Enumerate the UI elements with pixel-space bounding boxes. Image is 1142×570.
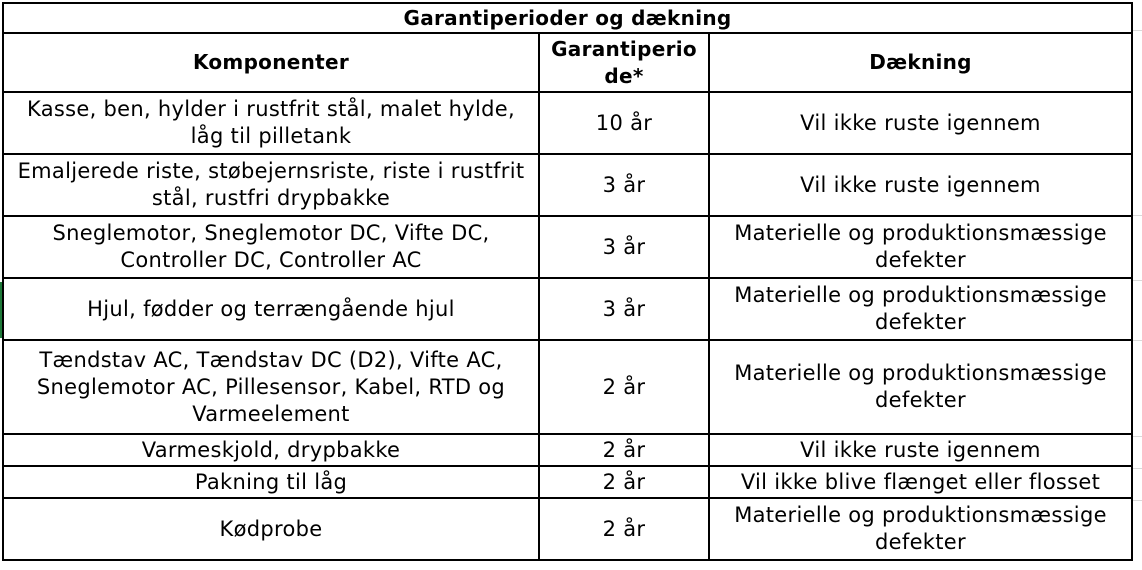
table-row [3,498,1132,560]
cell-period[interactable]: 3 år [539,278,709,340]
cell-period[interactable]: 2 år [539,340,709,434]
table-title[interactable]: Garantiperioder og dækning [3,3,1132,33]
cell-component[interactable]: Emaljerede riste, støbejernsriste, riste i rustfrit stål, rustfri drypbakke [3,154,539,216]
cell-coverage[interactable]: Vil ikke ruste igennem [709,434,1132,466]
cell-period[interactable]: 2 år [539,434,709,466]
cell-period[interactable]: 2 år [539,498,709,560]
table-row [3,466,1132,498]
cell-component[interactable]: Hjul, fødder og terrængående hjul [3,278,539,340]
cell-coverage[interactable]: Materielle og produktionsmæssige defekter [709,216,1132,278]
warranty-table [2,2,1133,561]
cell-component[interactable]: Kasse, ben, hylder i rustfrit stål, malet hylde, låg til pilletank [3,92,539,154]
cell-period[interactable]: 3 år [539,216,709,278]
table-header-row [3,33,1132,92]
grid-line [1132,215,1142,216]
grid-line [1132,468,1142,469]
cell-period[interactable]: 10 år [539,92,709,154]
cell-coverage[interactable]: Vil ikke ruste igennem [709,154,1132,216]
table-title-row [3,3,1132,33]
cell-coverage[interactable]: Vil ikke blive flænget eller flosset [709,466,1132,498]
grid-column-edge [1132,0,1142,570]
header-component[interactable]: Komponenter [3,33,539,92]
cell-component[interactable]: Tændstav AC, Tændstav DC (D2), Vifte AC, Sneglemotor AC, Pillesensor, Kabel, RTD og Varmeelement [3,340,539,434]
grid-line [1132,30,1142,31]
table-row [3,434,1132,466]
header-period[interactable]: Garantiperio de* [539,33,709,92]
cell-period[interactable]: 2 år [539,466,709,498]
table-row [3,340,1132,434]
table-row [3,216,1132,278]
cell-coverage[interactable]: Materielle og produktionsmæssige defekter [709,498,1132,560]
table-row [3,154,1132,216]
grid-line [1132,500,1142,501]
cell-component[interactable]: Sneglemotor, Sneglemotor DC, Vifte DC, Controller DC, Controller AC [3,216,539,278]
grid-line [1132,280,1142,281]
table-row [3,278,1132,340]
cell-coverage[interactable]: Vil ikke ruste igennem [709,92,1132,154]
header-coverage[interactable]: Dækning [709,33,1132,92]
grid-line [1132,436,1142,437]
cell-period[interactable]: 3 år [539,154,709,216]
cell-component[interactable]: Kødprobe [3,498,539,560]
grid-line [1132,340,1142,341]
cell-coverage[interactable]: Materielle og produktionsmæssige defekter [709,278,1132,340]
cell-coverage[interactable]: Materielle og produktionsmæssige defekter [709,340,1132,434]
table-row [3,92,1132,154]
cell-component[interactable]: Pakning til låg [3,466,539,498]
cell-component[interactable]: Varmeskjold, drypbakke [3,434,539,466]
